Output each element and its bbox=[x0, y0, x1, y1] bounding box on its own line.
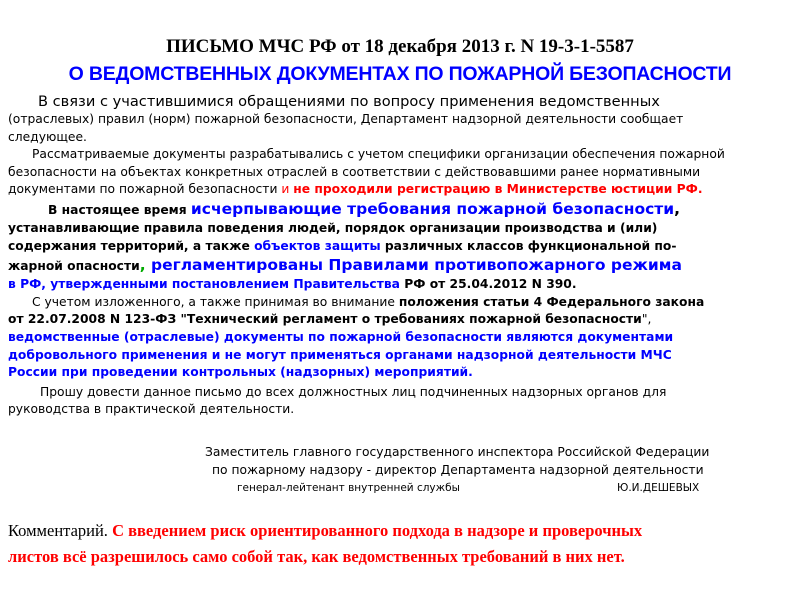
signature-name: Ю.И.ДЕШЕВЫХ bbox=[617, 482, 700, 494]
p2-text-3b: и bbox=[281, 182, 294, 197]
p1-text-1: В связи с участившимися обращениями по вопросу применения ведомственных bbox=[38, 93, 660, 110]
p4-line-5 bbox=[8, 364, 792, 382]
signature-line-3 bbox=[0, 479, 800, 497]
p3-text-1c: , bbox=[674, 199, 681, 218]
p2-text-3c-highlight: не проходили регистрацию в Министерстве юстиции РФ. bbox=[293, 182, 703, 197]
p4-text-4: добровольного применения и не могут применяться органами надзорной деятельности МЧС bbox=[8, 347, 672, 362]
p3-text-4a: жарной опасности bbox=[8, 259, 140, 274]
p3-line-1 bbox=[8, 199, 792, 220]
p3-line-4 bbox=[8, 255, 792, 276]
p2-line-1 bbox=[8, 146, 792, 164]
p4-line-4 bbox=[8, 347, 792, 365]
p2-line-2 bbox=[8, 164, 792, 182]
p1-line-1 bbox=[8, 92, 792, 111]
p5-line-1 bbox=[8, 384, 792, 402]
signature-line-1: Заместитель главного государственного инспектора Российской Федерации bbox=[205, 445, 710, 459]
p3-text-3c: различных классов функциональной по- bbox=[380, 238, 677, 253]
p3-text-5b: РФ от 25.04.2012 N 390. bbox=[404, 277, 577, 292]
comment-line-2: листов всё разрешилось само собой так, как ведомственных требований в них нет. bbox=[8, 547, 625, 566]
p3-line-2 bbox=[8, 220, 792, 238]
signature-line-2: по пожарному надзору - директор Департамента надзорной деятельности bbox=[212, 463, 704, 477]
comment-block bbox=[8, 518, 792, 570]
p3-line-3 bbox=[8, 238, 792, 256]
p3-text-4c-highlight: регламентированы Правилами противопожарного режима bbox=[150, 256, 682, 275]
p5-line-2 bbox=[8, 401, 792, 419]
p4-text-5: России при проведении контрольных (надзорных) мероприятий. bbox=[8, 365, 473, 380]
p3-text-2: устанавливающие правила поведения людей, порядок организации производства и (или) bbox=[8, 220, 658, 235]
p4-text-2b: ", bbox=[641, 312, 652, 327]
p4-text-1a: С учетом изложенного, а также принимая во внимание bbox=[32, 294, 399, 309]
p3-line-5 bbox=[8, 276, 792, 294]
p3-text-1a: В настоящее время bbox=[48, 202, 191, 217]
p1-line-3 bbox=[8, 129, 792, 147]
letter-subtitle: О ВЕДОМСТВЕННЫХ ДОКУМЕНТАХ ПО ПОЖАРНОЙ БЕЗОПАСНОСТИ bbox=[68, 63, 732, 85]
signature-block bbox=[0, 443, 800, 497]
p4-text-1b: положения статьи 4 Федерального закона bbox=[398, 294, 705, 309]
p3-text-4b: , bbox=[139, 256, 151, 275]
p4-text-3: ведомственные (отраслевые) документы по пожарной безопасности являются документами bbox=[8, 329, 674, 344]
p2-text-2: безопасности на объектах конкретных отраслей в соответствии с действовавшими ранее нормативными bbox=[8, 164, 701, 179]
p1-line-2 bbox=[8, 111, 792, 129]
p4-line-2 bbox=[8, 311, 792, 329]
p3-text-1b-highlight: исчерпывающие требования пожарной безопасности bbox=[190, 199, 675, 218]
p4-line-3 bbox=[8, 329, 792, 347]
comment-text-1: С введением риск ориентированного подхода в надзоре и проверочных bbox=[112, 521, 643, 540]
p1-text-3: следующее. bbox=[8, 129, 87, 144]
comment-line-1 bbox=[8, 518, 792, 544]
letter-title: ПИСЬМО МЧС РФ от 18 декабря 2013 г. N 19-3-1-5587 bbox=[166, 36, 634, 57]
letter-body bbox=[8, 92, 792, 419]
p5-text-1: Прошу довести данное письмо до всех должностных лиц подчиненных надзорных органов для bbox=[40, 384, 667, 399]
signature-rank: генерал-лейтенант внутренней службы bbox=[237, 482, 460, 494]
comment-label: Комментарий. bbox=[8, 521, 113, 540]
p5-text-2: руководства в практической деятельности. bbox=[8, 402, 295, 417]
p3-text-3a: содержания территорий, а также bbox=[8, 238, 255, 253]
p1-text-2: (отраслевых) правил (норм) пожарной безопасности, Департамент надзорной деятельности сообщает bbox=[8, 112, 684, 126]
p2-text-3a: документами по пожарной безопасности bbox=[8, 182, 282, 197]
p4-text-2a: от 22.07.2008 N 123-ФЗ "Технический регламент о требованиях пожарной безопасности bbox=[8, 312, 642, 327]
p3-text-5a: в РФ, утвержденными постановлением Правительства bbox=[8, 277, 405, 292]
p2-line-3 bbox=[8, 181, 792, 199]
p3-text-3b-highlight: объектов защиты bbox=[254, 238, 381, 253]
p2-text-1: Рассматриваемые документы разрабатывались с учетом специфики организации обеспечения пожарной bbox=[32, 147, 725, 162]
p4-line-1 bbox=[8, 294, 792, 312]
